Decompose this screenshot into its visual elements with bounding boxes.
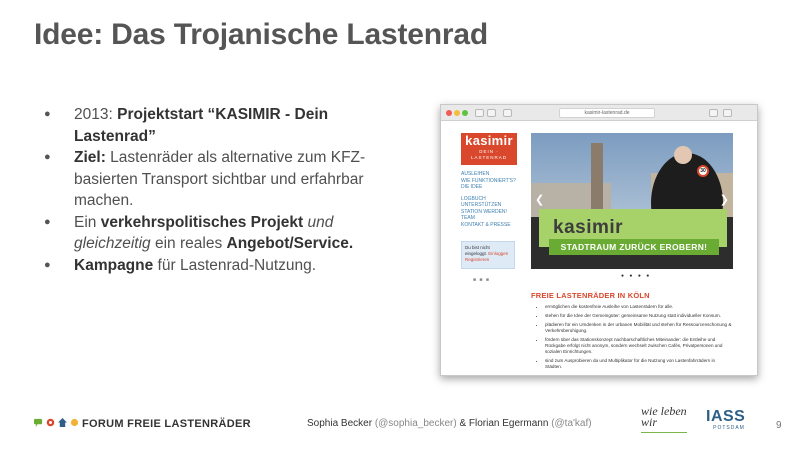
back-icon[interactable] — [475, 109, 484, 117]
author-handle: (@ta'kaf) — [551, 418, 592, 429]
nav-item-logbuch[interactable]: LOGBUCH — [461, 195, 486, 202]
logo-subtext: DEIN · LASTENRAD — [470, 149, 507, 160]
hero-brand-text: kasimir — [553, 217, 624, 238]
bullet-bold: Ziel: — [74, 149, 106, 166]
logo-text: IASS — [706, 408, 746, 425]
bullet-bold: verkehrspolitisches Projekt — [100, 213, 304, 231]
bullet-text: für Lastenrad-Nutzung. — [153, 256, 317, 274]
nav-item-station-werden[interactable]: STATION WERDEN! — [461, 208, 507, 215]
sidebar-icon[interactable] — [503, 109, 512, 117]
forum-icons — [34, 418, 79, 427]
login-status-text: Du bist nicht eingeloggt. — [465, 245, 490, 256]
bullet-text: Ein — [74, 213, 101, 231]
list-item: • ermöglichen die kostenfreie Ausleihe von Lastenrädern für alle. — [545, 304, 733, 310]
nav-item-team[interactable]: TEAM — [461, 215, 475, 221]
list-item: • sind zum Ausprobieren da und Multiplikator für die Nutzung von Lastenfahrrädern in Städten. — [545, 358, 733, 371]
language-flags[interactable]: ■ ■ ■ — [473, 277, 490, 283]
bullet-bold: Kampagne — [74, 256, 154, 274]
logo-text: kasimir — [465, 133, 513, 148]
maximize-window-icon[interactable] — [462, 110, 468, 116]
bullet-text: ein reales — [150, 235, 227, 252]
bullet-item — [44, 212, 374, 255]
close-window-icon[interactable] — [446, 110, 452, 116]
browser-toolbar — [441, 105, 757, 121]
bullet-text: Lastenräder als alternative zum KFZ-basierten Transport sichtbar und erfahrbar machen. — [74, 149, 366, 209]
minimize-window-icon[interactable] — [454, 110, 460, 116]
address-bar[interactable]: kasimir-lastenrad.de — [559, 108, 655, 118]
bullet-item — [44, 255, 374, 277]
gear-icon — [46, 418, 55, 427]
kasimir-logo[interactable] — [461, 133, 517, 165]
bullet-bold: Angebot/Service. — [226, 235, 354, 252]
register-link[interactable]: Registrieren — [465, 257, 490, 262]
bullet-italic: und gleichzeitig — [74, 213, 334, 252]
page-number: 9 — [776, 420, 782, 431]
slider-next-icon[interactable]: ❯ — [719, 194, 729, 206]
speech-bubble-icon — [34, 418, 43, 427]
list-item: • stehen für die Idee der Gemeingüter: gemeinsame Nutzung statt individueller Konsum. — [545, 313, 733, 319]
bullet-item — [44, 147, 374, 212]
logo-subtext: POTSDAM — [713, 425, 745, 431]
sun-icon — [70, 418, 79, 427]
authors-credit — [307, 418, 592, 429]
logo-text: wie leben — [641, 404, 687, 418]
logo-text: wir — [641, 415, 658, 429]
nav-item-ausleihen[interactable]: AUSLEIHEN — [461, 171, 490, 177]
bullet-list — [44, 104, 374, 276]
forward-icon[interactable] — [487, 109, 496, 117]
nav-item-unterstuetzen[interactable]: UNTERSTÜTZEN — [461, 202, 502, 208]
nav-item-wie-funktionierts[interactable]: WIE FUNKTIONIERT'S? — [461, 177, 516, 184]
iass-logo — [706, 408, 752, 434]
hero-banner: STADTRAUM ZURÜCK EROBERN! — [549, 239, 719, 255]
site-navigation — [461, 171, 531, 228]
speed-sign: 30 — [697, 165, 709, 177]
author-name: Sophia Becker — [307, 418, 375, 429]
hero-slider[interactable] — [531, 133, 733, 269]
website-screenshot — [440, 104, 758, 376]
list-item: • fördern über das Stationskonzept nachbarschaftliches Miteinander: die Entleihe und Rückgabe erfolgt nicht anonym, sondern wechselt zwischen Cafés, Privatpersonen und sozialen Einrichtungen. — [545, 337, 733, 356]
slider-pager[interactable]: ● ● ● ● — [621, 273, 652, 279]
forum-label: FORUM FREIE LASTENRÄDER — [82, 418, 251, 430]
site-heading: FREIE LASTENRÄDER IN KÖLN — [531, 291, 650, 300]
share-icon[interactable] — [709, 109, 718, 117]
slider-prev-icon[interactable]: ❮ — [535, 194, 545, 206]
logo-underline — [641, 432, 687, 433]
author-handle: (@sophia_becker) — [374, 418, 457, 429]
house-icon — [58, 418, 67, 427]
bullet-bold: Projektstart “KASIMIR - Dein Lastenrad” — [74, 106, 329, 145]
nav-item-kontakt-presse[interactable]: KONTAKT & PRESSE — [461, 221, 511, 228]
bullet-item — [44, 104, 374, 147]
slide-title: Idee: Das Trojanische Lastenrad — [34, 18, 488, 51]
tabs-icon[interactable] — [723, 109, 732, 117]
feature-list — [537, 304, 733, 373]
wie-leben-wir-logo — [641, 406, 691, 436]
list-item: • plädieren für ein Umdenken in der urbanen Mobilität und stehen für Ressourcenschonung & Verkehrsberuhigung. — [545, 322, 733, 335]
bullet-text: 2013: — [74, 106, 118, 123]
login-box — [461, 241, 515, 269]
login-link[interactable]: Einloggen — [488, 251, 509, 256]
author-name: & Florian Egermann — [456, 418, 552, 429]
nav-item-die-idee[interactable]: DIE IDEE — [461, 184, 483, 190]
